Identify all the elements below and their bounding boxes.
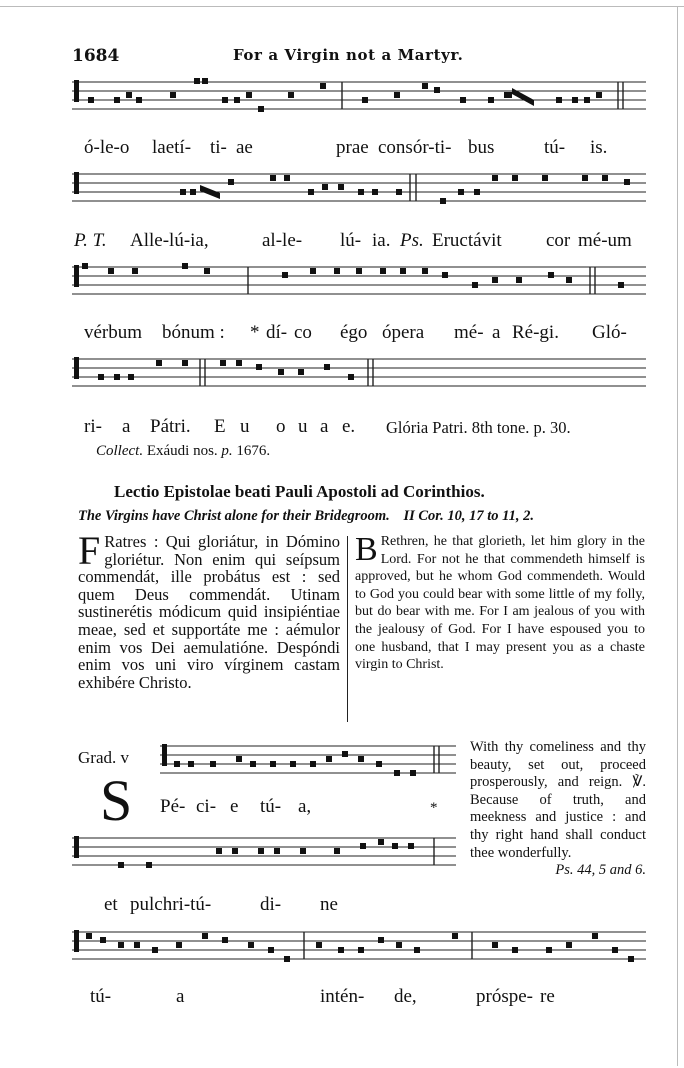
syllable: E — [214, 416, 226, 437]
latin-column — [78, 528, 340, 692]
staff-notation — [72, 834, 456, 874]
chant-staff-3 — [72, 265, 646, 303]
staff-notation — [72, 78, 646, 118]
syllable: cor — [546, 230, 571, 251]
syllable: ópera — [382, 322, 425, 343]
syllable: Ré-gi. — [512, 322, 559, 343]
collect-label: Collect. — [96, 443, 144, 459]
syllable: Eructávit — [432, 230, 502, 251]
gradual-english-text: With thy comeliness and thy beauty, set out, proceed prosperously, and reign. ℣. Because of truth, and meekness and justice : and thy right hand shall conduct thee wonderfully. — [470, 739, 646, 861]
chant-staff-1 — [72, 80, 646, 118]
page-number: 1684 — [72, 46, 120, 66]
english-text: Rethren, he that glorieth, let him glory in the Lord. For not he that commendeth himself is approved, but he whom God commendeth. Would to God you could bear with some little of my folly, but do bear with me. For I am jealous of you with the jealousy of God. For I have espoused you to one husband, that I may present you as a chaste virgin to Christ. — [355, 534, 645, 673]
syllable: P. T. — [74, 230, 107, 251]
collect-text: Exáudi nos. — [146, 443, 218, 459]
staff-notation — [72, 928, 646, 968]
syllable: a, — [298, 796, 312, 817]
syllable: prae — [336, 137, 369, 158]
chant-staff-5 — [160, 744, 456, 782]
syllable: et — [104, 894, 118, 915]
syllable: mé-um — [578, 230, 632, 251]
chant-staff-2 — [72, 172, 646, 210]
syllable: vérbum — [84, 322, 143, 343]
latin-text: Ratres : Qui gloriátur, in Dómino gloriétur. Non enim qui seípsum commendát, ille probátus est : sed quem Deus commendát. Utinam sustinerétis módicum quid insipiéntiae meae, sed et supportáte me : aémulor enim vos Dei aemulatióne. Despóndi enim vos uni viro vírginem castam exhibére Christo. — [78, 532, 340, 692]
syllable: de, — [394, 986, 417, 1007]
staff-notation — [72, 170, 646, 210]
gradual-reference: Ps. 44, 5 and 6. — [555, 862, 646, 879]
syllable: ae — [236, 137, 253, 158]
syllable: lú- — [340, 230, 362, 251]
latin-initial: F — [78, 528, 101, 573]
syllable: tú- — [544, 137, 566, 158]
syllable: e. — [342, 416, 356, 437]
gradual-initial: S — [100, 768, 133, 833]
english-initial: B — [355, 531, 378, 568]
syllable: co — [294, 322, 312, 343]
syllable: o — [276, 416, 286, 437]
syllable: di- — [260, 894, 282, 915]
syllable: intén- — [320, 986, 365, 1007]
page-frame-right — [677, 6, 678, 1066]
syllable: Alle-lú-ia, — [130, 230, 209, 251]
syllable: * — [250, 322, 260, 343]
reading-reference: II Cor. 10, 17 to 11, 2. — [403, 508, 534, 524]
syllable: ó-le-o — [84, 137, 130, 158]
syllable: al-le- — [262, 230, 303, 251]
staff-notation — [160, 742, 456, 782]
syllable: Gló- — [592, 322, 627, 343]
syllable: re — [540, 986, 555, 1007]
collect-reference — [96, 443, 270, 460]
syllable: a — [122, 416, 131, 437]
column-divider — [347, 536, 348, 722]
running-title: For a Virgin not a Martyr. — [233, 46, 464, 64]
tone-reference: Glória Patri. 8th tone. p. 30. — [386, 418, 571, 437]
english-column — [355, 533, 645, 674]
syllable: égo — [340, 322, 368, 343]
syllable: consór-ti- — [378, 137, 452, 158]
syllable: u — [240, 416, 250, 437]
syllable: ne — [320, 894, 338, 915]
syllable: bus — [468, 137, 495, 158]
syllable: Pátri. — [150, 416, 191, 437]
syllable: e — [230, 796, 239, 817]
syllable: mé- — [454, 322, 484, 343]
reading-subtitle — [78, 508, 534, 525]
syllable: Ps. — [400, 230, 424, 251]
syllable: ia. — [372, 230, 391, 251]
staff-notation — [72, 263, 646, 303]
syllable: Pé- — [160, 796, 186, 817]
gradual-english — [470, 739, 646, 880]
syllable: ri- — [84, 416, 102, 437]
collect-page-label: p. — [221, 443, 233, 459]
gradual-label: Grad. v — [78, 748, 129, 767]
syllable: a — [492, 322, 501, 343]
chant-staff-6 — [72, 836, 456, 874]
syllable: ti- — [210, 137, 227, 158]
gradual-mode: v — [120, 748, 129, 767]
collect-page: 1676. — [236, 443, 271, 459]
syllable: is. — [590, 137, 608, 158]
reading-subtitle-text: The Virgins have Christ alone for their Bridegroom. — [78, 508, 390, 524]
syllable: pulchri-tú- — [130, 894, 212, 915]
chant-staff-7 — [72, 930, 646, 968]
reading-title: Lectio Epistolae beati Pauli Apostoli ad Corinthios. — [114, 482, 485, 501]
staff-notation — [72, 355, 646, 395]
syllable: bónum : — [162, 322, 225, 343]
syllable: tú- — [90, 986, 112, 1007]
syllable: laetí- — [152, 137, 192, 158]
syllable: dí- — [266, 322, 288, 343]
syllable: u — [298, 416, 308, 437]
chant-staff-4 — [72, 357, 646, 395]
page-frame-top — [0, 6, 684, 7]
syllable: a — [176, 986, 185, 1007]
syllable: * — [430, 800, 438, 816]
syllable: ci- — [196, 796, 217, 817]
syllable: próspe- — [476, 986, 533, 1007]
syllable: tú- — [260, 796, 282, 817]
syllable: a — [320, 416, 329, 437]
